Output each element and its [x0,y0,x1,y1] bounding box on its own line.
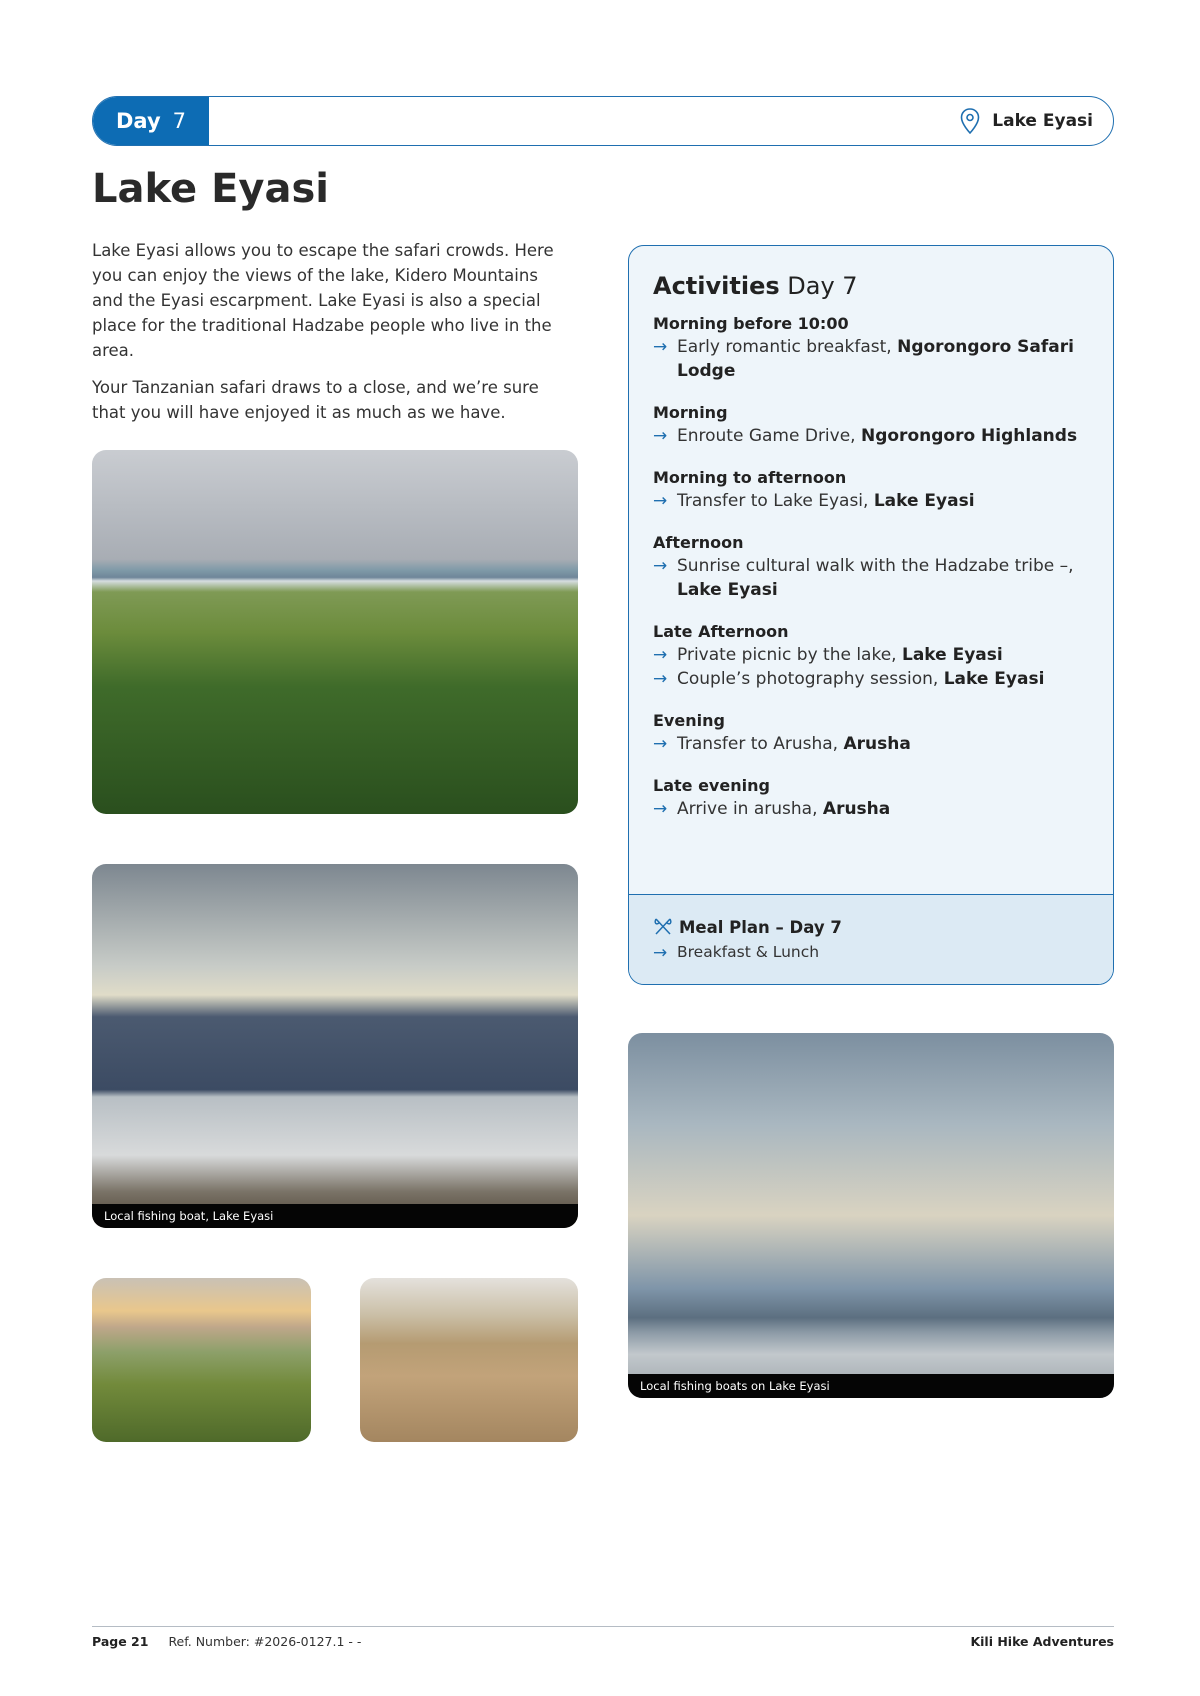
fishing-boat-photo [92,864,578,1228]
arrow-right-icon: → [653,799,668,819]
activity-item [653,667,1089,691]
activity-item-text [677,335,1089,383]
activity-place: Ngorongoro Highlands [860,426,1078,446]
page-title: Lake Eyasi [92,166,329,212]
activity-item [653,554,1089,602]
intro-paragraph-2: Your Tanzanian safari draws to a close, and we’re sure that you will have enjoyed it as much as we have. [92,378,539,422]
hadzabe-walk-photo [360,1278,578,1442]
arrow-right-icon: → [653,645,668,665]
activity-time: Evening [653,711,725,730]
activity-description: Enroute Game Drive, [677,426,861,446]
activity-place: Ngorongoro Safari Lodge [677,337,1074,381]
activity-time: Morning before 10:00 [653,314,849,333]
meal-plan-title-text: Meal Plan – Day 7 [679,917,842,937]
reference-number: Ref. Number: #2026-0127.1 - - [168,1634,362,1649]
meal-plan-section [629,894,1113,984]
intro-paragraph-1: Lake Eyasi allows you to escape the safari crowds. Here you can enjoy the views of the lake, Kidero Mountains and the Eyasi escarpment. Lake Eyasi is also a special place for the traditional Hadzabe people who live in the area. [92,241,554,360]
activity-description: Sunrise cultural walk with the Hadzabe tribe –, [677,556,1074,576]
activity-item [653,489,1089,513]
activity-description: Transfer to Arusha, [677,734,844,754]
meal-plan-item-text: Breakfast & Lunch [677,943,820,961]
sunset-lake-photo [92,1278,311,1442]
arrow-right-icon: → [653,426,668,446]
activity-item [653,424,1089,448]
activity-time: Morning to afternoon [653,468,847,487]
activity-description: Couple’s photography session, [677,669,944,689]
day-number: 7 [172,109,187,133]
activity-place: Lake Eyasi [943,669,1045,689]
activity-place: Lake Eyasi [901,645,1003,665]
arrow-right-icon: → [653,943,668,963]
header-location-label: Lake Eyasi [992,111,1093,131]
meal-plan-item [653,943,1089,963]
map-pin-icon [960,108,980,134]
activity-place: Arusha [843,734,911,754]
arrow-right-icon: → [653,491,668,511]
utensils-icon [653,917,673,937]
activity-slot [653,622,1089,691]
activity-item [653,732,1089,756]
arrow-right-icon: → [653,669,668,689]
lake-landscape-photo [92,450,578,814]
activities-card [628,245,1114,985]
arrow-right-icon: → [653,337,668,357]
activity-slot [653,468,1089,513]
activity-description: Transfer to Lake Eyasi, [677,491,874,511]
day-badge [93,97,209,145]
activity-item [653,797,1089,821]
fishing-boats-photo [628,1033,1114,1398]
page-footer [92,1634,1114,1649]
intro-text [92,238,570,437]
activities-list [653,314,1089,821]
day-header-bar [92,96,1114,146]
activity-description: Private picnic by the lake, [677,645,902,665]
activities-title-bold: Activities [653,272,780,300]
activity-description: Arrive in arusha, [677,799,823,819]
arrow-right-icon: → [653,734,668,754]
activity-time: Late Afternoon [653,622,789,641]
photo-caption: Local fishing boat, Lake Eyasi [92,1204,578,1228]
activity-place: Lake Eyasi [677,580,778,600]
activity-item-text [677,424,1077,448]
activity-item-text [677,643,1003,667]
activity-time: Morning [653,403,728,422]
day-label: Day [115,109,161,133]
activity-item [653,643,1089,667]
activity-slot [653,314,1089,383]
activity-slot [653,533,1089,602]
photo-caption: Local fishing boats on Lake Eyasi [628,1374,1114,1398]
activity-time: Late evening [653,776,770,795]
activity-item-text [677,554,1089,602]
company-name: Kili Hike Adventures [970,1634,1114,1649]
activity-place: Lake Eyasi [873,491,975,511]
activity-slot [653,776,1089,821]
activity-item-text [677,667,1044,691]
arrow-right-icon: → [653,556,668,576]
activities-title [653,272,1089,300]
activities-title-day: Day 7 [787,272,858,300]
activity-description: Early romantic breakfast, [677,337,898,357]
activity-item-text [677,489,975,513]
footer-divider [92,1626,1114,1627]
activity-item [653,335,1089,383]
activity-place: Arusha [822,799,891,819]
activity-slot [653,711,1089,756]
meal-plan-title [653,917,1089,937]
header-location [960,108,1113,134]
activity-slot [653,403,1089,448]
activity-item-text [677,797,890,821]
page-number: Page 21 [92,1634,149,1649]
activity-time: Afternoon [653,533,744,552]
activity-item-text [677,732,911,756]
